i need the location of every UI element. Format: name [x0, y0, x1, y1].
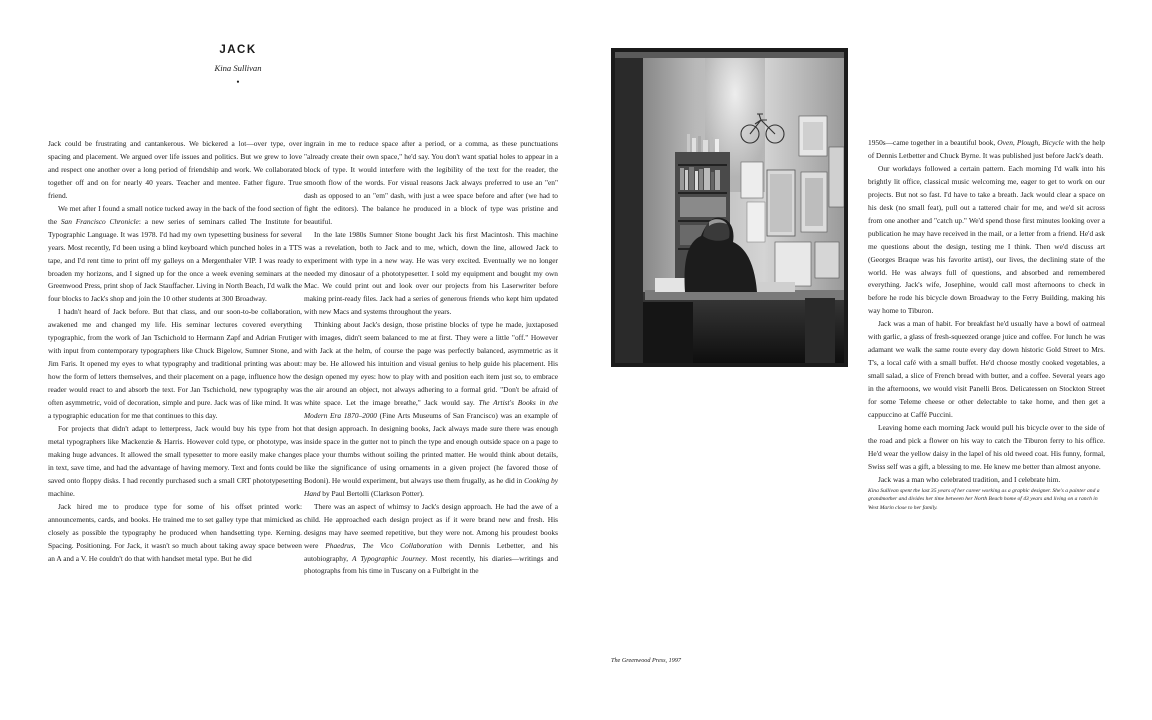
author-bio: Kina Sullivan spent the last 35 years of her career working as a graphic designer. She's a painter and a grandmother and divides her time between her North Beach home of 43 years and living on a ranch in West Marin close to her family. [868, 487, 1100, 511]
paragraph: Jack was a man who celebrated tradition, and I celebrate him. [878, 474, 1061, 484]
text-column-1 [48, 138, 302, 565]
paragraph: Our workdays followed a certain pattern. Each morning I'd walk into his brightly lit office, classical music welcoming me, eager to get to work on our projects. But not so fast. I'd have to take a breath. Jack would clear a space on his desk (no small feat), pull out a tattered chair for me, and we'd sit across from one another and "catch up." We'd spend those first minutes looking over a publication he may have received in the mail, or a letter from a friend. He'd ask me questions about the design, testing me I think. Then we'd discuss art (Georges Braque was his favorite artist), our lives, the declining state of the world. He was always full of questions, and absorbed and remembered everything. Jack's wife, Josephine, would call most afternoons to check in before he rode his bicycle down Broadway to the Ferry Building, making his way home to Tiburon. [868, 163, 1105, 316]
paragraph: I hadn't heard of Jack before. But that class, and our soon-to-be collaboration, awakened me and changed my life. His seminar lectures covered everything typographic, from the work of Jan Tschichold to Hermann Zapf and Adrian Frutiger with input from contemporary typographers like Chuck Bigelow, Sumner Stone, and Jim Faris. It opened my eyes to what typography and traditional printing was about: how the form of letters themselves, and their placement on a page, influence how the reader would react to and absorb the text. For Jan Tschichold, new typography was often asymmetric, void of decoration, simple and pure. Jack was of like mind. It was a typographic education for me that continues to this day. [48, 307, 302, 421]
paragraph: Thinking about Jack's design, those pristine blocks of type he made, juxtaposed with images, didn't seem balanced to me at first. They were a little "off." However with Jack at the helm, of course the page was perfectly balanced, asymmetric as it may be. He allowed his intuition and visual genius to help guide his placement. His design opened my eyes: how to play with and position each item just so, to embrace the air around an object, not always adhering to a formal grid. "Don't be afraid of white space. Let the image breathe," Jack would say. The Artist's Books in the Modern Era 1870–2000 (Fine Arts Museums of San Francisco) was an example of that design approach. In designing books, Jack always made sure there was enough inside space in the gutter not to pinch the type and enough outside space on a page to place your thumbs without soiling the printed matter. He would think about details, like the significance of using ornaments in a given project (he favored those of Bodoni). He would experiment, but always use them frugally, as he did in Cooking by Hand by Paul Bertolli (Clarkson Potter). [304, 320, 558, 498]
article-title: JACK [219, 44, 257, 56]
title-ornament: • [236, 77, 240, 87]
text-column-3 [868, 137, 1105, 513]
paragraph: For projects that didn't adapt to letterpress, Jack would buy his type from hot metal typographers like Mackenzie & Harris. However cold type, or phototype, was making huge advances. It allowed the small typesetter to more easily make changes in text, save time, and had the advantage of having memory. Text and fonts could be saved onto floppy disks. I had recently purchased such a small CRT phototypesetting machine. [48, 423, 302, 498]
text-column-2 [304, 138, 558, 578]
paragraph: ingrain in me to reduce space after a period, or a comma, as these punctuations "already create their own space," he'd say. You don't want spatial holes to appear in a block of type. It would interfere with the legibility of the text for the reader, the smooth flow of the words. For visual reasons Jack always preferred to use an "en" dash as opposed to an "em" dash, with just a wee space before and after (we had to fight the editors). The balance he produced in a block of type was pristine and beautiful. [304, 139, 558, 226]
paragraph: There was an aspect of whimsy to Jack's design approach. He had the awe of a child. He approached each design project as if it were brand new and fresh. His designs may have seemed repetitive, but they were not. Among his proudest books were Phaedrus, The Vico Collaboration with Dennis Letbetter, and his autobiography, A Typographic Journey. Most recently, his diaries—writings and photographs from his time in Tuscany on a Fulbright in the [304, 501, 559, 576]
paragraph: 1950s—came together in a beautiful book, Oven, Plough, Bicycle with the help of Dennis Letbetter and Chuck Byrne. It was published just before Jack's death. [868, 138, 1106, 160]
paragraph: We met after I found a small notice tucked away in the back of the food section of the San Francisco Chronicle: a new series of seminars called The Institute for Typographic Language. It was 1978. I'd had my own typesetting business for several years. Most recently, I'd been using a blind keyboard which punched holes in a TTS tape, and I'd rent time to print off my galleys on a Mergenthaler VIP. I was ready to broaden my horizons, and I signed up for the once a week evening seminars at the Greenwood Press, print shop of Jack Stauffacher. Living in North Beach, I'd walk the four blocks to Jack's shop and join the 10 other students at 300 Broadway. [48, 203, 302, 304]
office-photo [615, 52, 844, 363]
photo-caption: The Greenwood Press, 1997 [611, 657, 682, 664]
article-header [48, 44, 428, 86]
paragraph: Leaving home each morning Jack would pull his bicycle over to the side of the road and pick a flower on his way to catch the Tiburon ferry to his office. He'd wear the yellow daisy in the lapel of his old tweed coat. His funny, formal, Swiss self was a gift, a blessing to me. He knew me better than almost anyone. [868, 422, 1105, 471]
paragraph: Jack was a man of habit. For breakfast he'd usually have a bowl of oatmeal with garlic, a glass of fresh-squeezed orange juice and coffee. For lunch he was adamant we walk the same route every day down historic Gold Street to Mrs. T's, a local café with a small buffet. He'd choose mostly cooked vegetables, a small salad, a slice of French bread with butter, and a coffee. Several years ago in the afternoons, we would visit Panelli Bros. Delicatessen on Stockton Street for some Teleme cheese or other delectable to take home, and then get a cappuccino at Caffé Puccini. [868, 319, 1105, 420]
article-author: Kina Sullivan [214, 63, 262, 73]
paragraph: In the late 1980s Sumner Stone bought Jack his first Macintosh. This machine was a revelation, both to Jack and to me, which, down the line, allowed Jack to experiment with type in a new way. He was very excited. Eventually we no longer needed my dinosaur of a phototypesetter. I sold my equipment and bought my own Mac. We could print out and look over our projects from his Laserwriter before making print-ready files. Jack had a series of generous friends who kept him updated with new Macs and systems throughout the years. [304, 229, 558, 317]
paragraph: Jack could be frustrating and cantankerous. We bickered a lot—over type, over spacing and placement. We argued over life issues and politics. But we grew to love and respect one another over a long period of friendship and work. We collaborated together off and on for nearly 40 years. Teacher and mentee. Father figure. True friend. [48, 139, 302, 200]
paragraph: Jack hired me to produce type for some of his offset printed work: announcements, cards, and books. He trained me to set galley type that mimicked as closely as possible the typography he produced when handsetting type. Kerning. Spacing. Positioning. For Jack, it wasn't so much about taking away space between an A and a V. He couldn't do that with handset metal type. But he did [48, 501, 302, 563]
photo-frame [611, 48, 848, 367]
